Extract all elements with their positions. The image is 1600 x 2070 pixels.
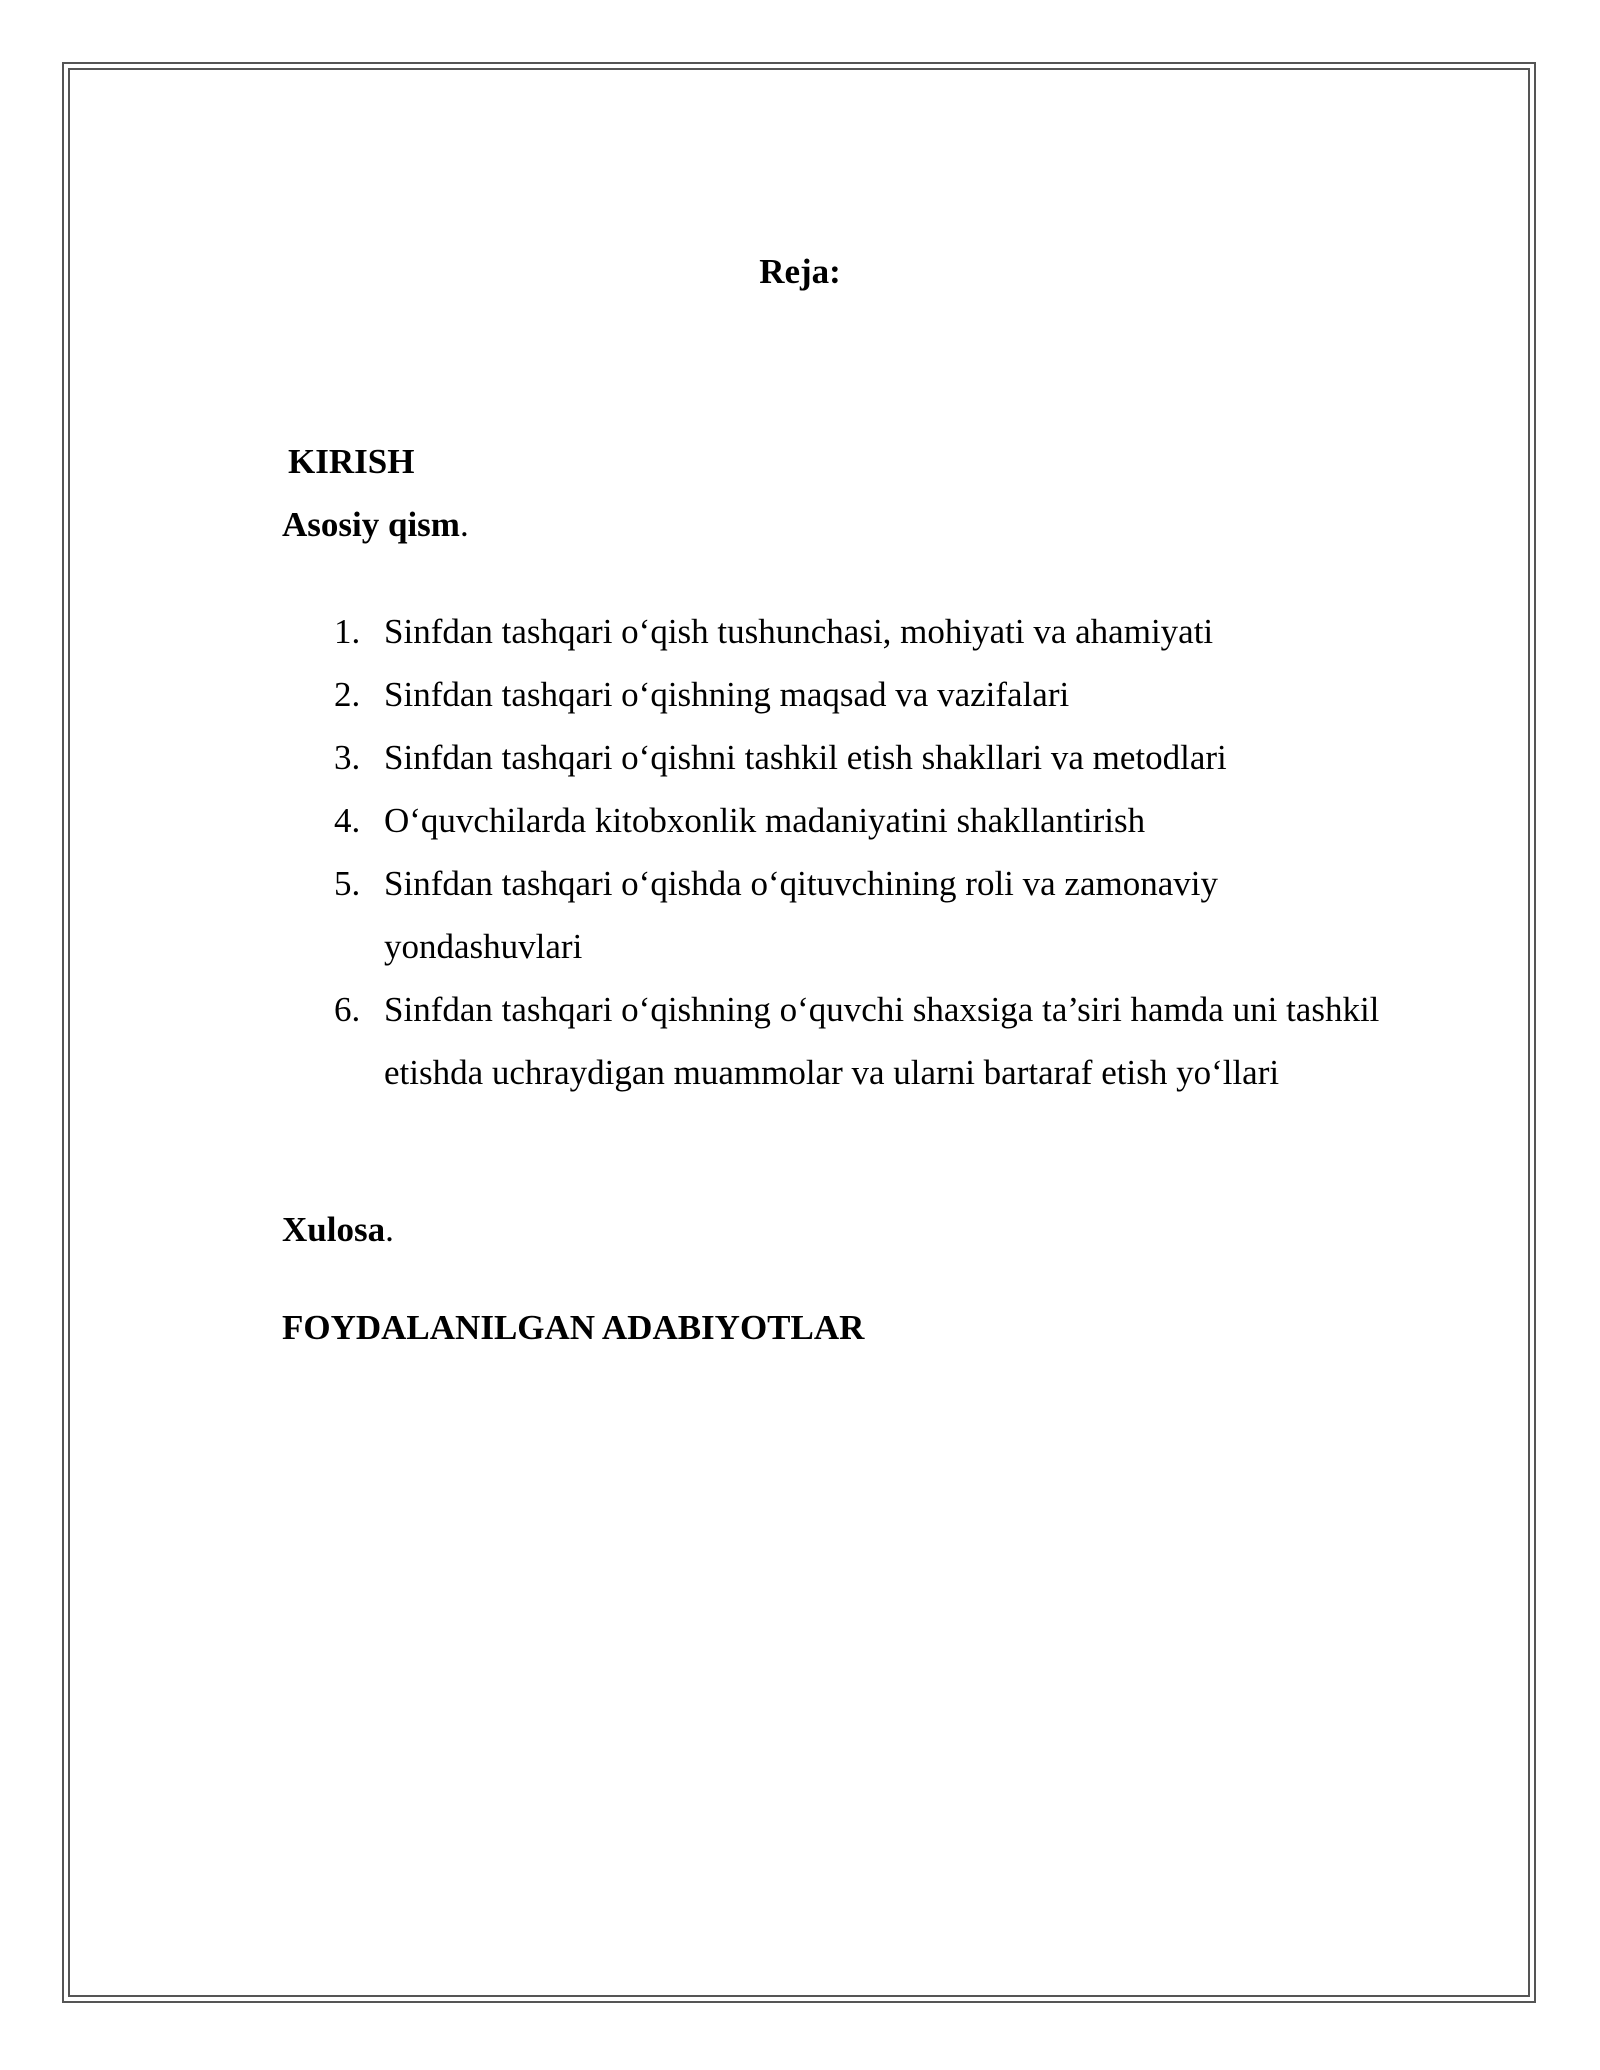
list-item-text: Sinfdan tashqari o‘qishda o‘qituvchining roli va zamonaviy yondashuvlari <box>384 864 1218 966</box>
list-item <box>282 600 1382 663</box>
list-item <box>282 663 1382 726</box>
list-item-text: Sinfdan tashqari o‘qishning maqsad va vazifalari <box>384 675 1070 714</box>
list-item-text: Sinfdan tashqari o‘qish tushunchasi, mohiyati va ahamiyati <box>384 612 1214 651</box>
conclusion-punct: . <box>385 1210 394 1249</box>
list-item-number: 2. <box>334 675 361 714</box>
list-item <box>282 789 1382 852</box>
references-heading: FOYDALANILGAN ADABIYOTLAR <box>282 1308 865 1347</box>
list-item-text: Sinfdan tashqari o‘qishni tashkil etish shakllari va metodlari <box>384 738 1227 777</box>
plan-list <box>282 600 1382 1104</box>
conclusion-heading <box>282 1208 394 1252</box>
conclusion-label: Xulosa <box>282 1210 386 1249</box>
main-part-punct: . <box>459 505 469 544</box>
list-item <box>282 852 1382 978</box>
list-item-number: 5. <box>334 864 361 903</box>
list-item <box>282 726 1382 789</box>
list-item-number: 4. <box>334 801 361 840</box>
page-title: Reja: <box>759 252 841 291</box>
list-item-text: Sinfdan tashqari o‘qishning o‘quvchi shaxsiga ta’siri hamda uni tashkil etishda uchraydigan muammolar va ularni bartaraf etish yo‘llari <box>384 990 1380 1092</box>
main-part-heading <box>282 503 469 547</box>
list-item-number: 3. <box>334 738 361 777</box>
list-item-number: 6. <box>334 990 361 1029</box>
main-part-label: Asosiy qism <box>282 505 460 544</box>
list-item <box>282 978 1382 1104</box>
list-item-number: 1. <box>334 612 361 651</box>
intro-heading: KIRISH <box>288 442 415 481</box>
list-item-text: O‘quvchilarda kitobxonlik madaniyatini shakllantirish <box>384 801 1146 840</box>
